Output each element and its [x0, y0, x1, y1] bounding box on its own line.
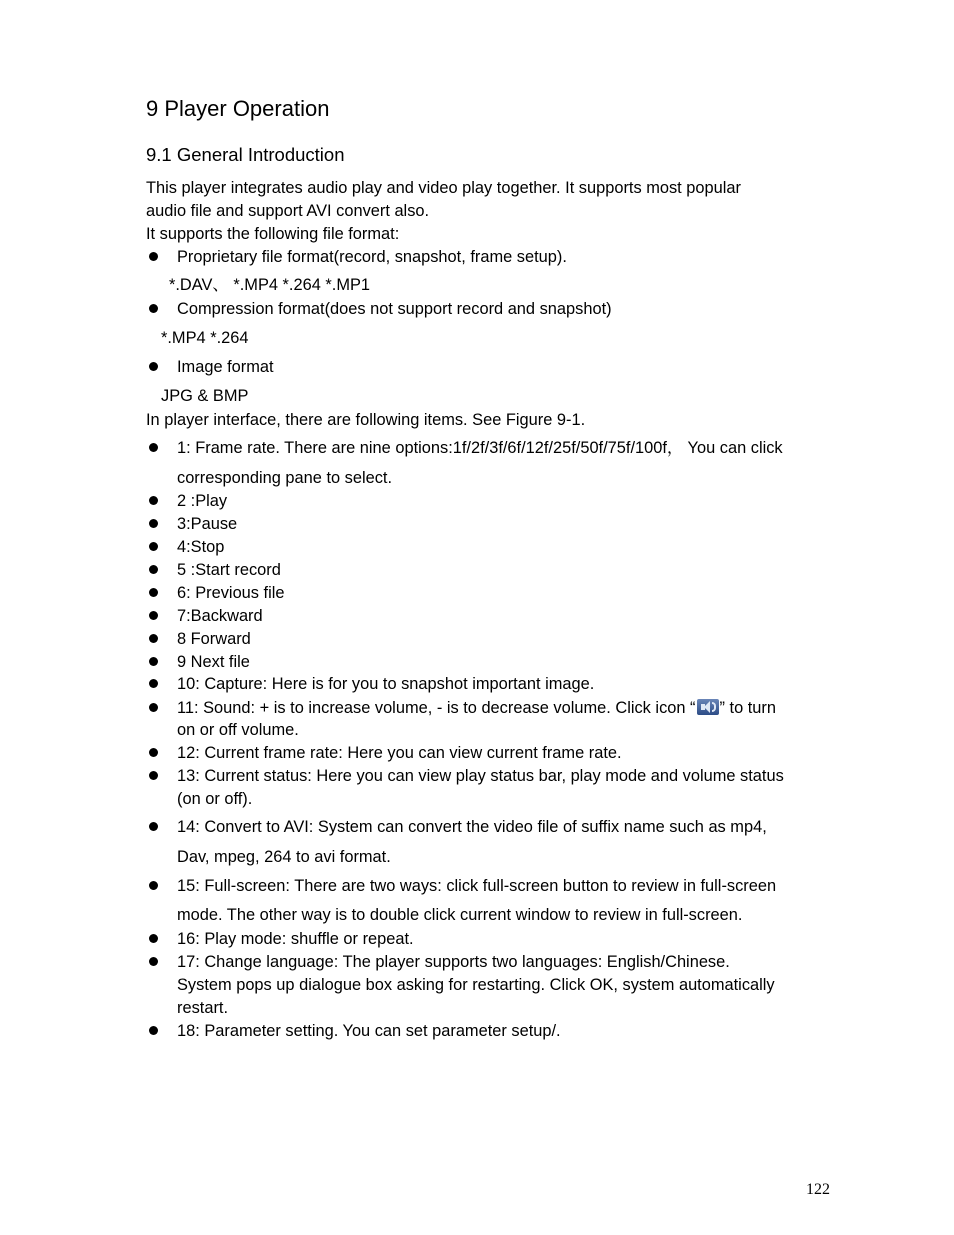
- bullet: [149, 703, 158, 712]
- chapter-heading: 9 Player Operation: [146, 96, 330, 121]
- page-number: 122: [806, 1181, 830, 1198]
- item-12: 12: Current frame rate: Here you can view current frame rate.: [177, 744, 622, 762]
- bullet: [149, 679, 158, 688]
- bullet: [149, 252, 158, 261]
- item-11-text-pre: 11: Sound: + is to increase volume, - is to decrease volume. Click icon “: [177, 699, 696, 717]
- item-11-line-1: [177, 698, 776, 718]
- intro-line-3: It supports the following file format:: [146, 225, 400, 243]
- item-4: 4:Stop: [177, 538, 225, 556]
- section-heading: 9.1 General Introduction: [146, 144, 345, 165]
- bullet: [149, 519, 158, 528]
- item-11-text-post: ” to turn: [719, 699, 776, 717]
- bullet: [149, 443, 158, 452]
- bullet: [149, 565, 158, 574]
- bullet: [149, 634, 158, 643]
- item-8: 8 Forward: [177, 630, 251, 648]
- format-image-label: Image format: [177, 358, 274, 376]
- bullet: [149, 822, 158, 831]
- bullet: [149, 611, 158, 620]
- bullet: [149, 588, 158, 597]
- item-18: 18: Parameter setting. You can set parameter setup/.: [177, 1022, 561, 1040]
- items-intro: In player interface, there are following items. See Figure 9-1.: [146, 411, 586, 429]
- format-compression-label: Compression format(does not support record and snapshot): [177, 300, 612, 318]
- item-10: 10: Capture: Here is for you to snapshot important image.: [177, 675, 595, 693]
- bullet: [149, 1026, 158, 1035]
- volume-icon: [697, 699, 719, 715]
- bullet: [149, 748, 158, 757]
- item-17-line-2: System pops up dialogue box asking for restarting. Click OK, system automatically: [177, 976, 775, 994]
- bullet: [149, 957, 158, 966]
- item-7: 7:Backward: [177, 607, 263, 625]
- item-1-line-1: 1: Frame rate. There are nine options:1f/2f/3f/6f/12f/25f/50f/75f/100f， You can click: [177, 439, 783, 457]
- item-17-line-3: restart.: [177, 999, 229, 1017]
- item-14-line-1: 14: Convert to AVI: System can convert the video file of suffix name such as mp4,: [177, 818, 767, 836]
- bullet: [149, 881, 158, 890]
- item-15-line-1: 15: Full-screen: There are two ways: click full-screen button to review in full-screen: [177, 877, 777, 895]
- item-17-line-1: 17: Change language: The player supports two languages: English/Chinese.: [177, 953, 730, 971]
- format-proprietary-ext: *.DAV、 *.MP4 *.264 *.MP1: [169, 276, 371, 294]
- item-11-line-2: on or off volume.: [177, 721, 299, 739]
- item-9: 9 Next file: [177, 653, 250, 671]
- item-16: 16: Play mode: shuffle or repeat.: [177, 930, 414, 948]
- item-13-line-2: (on or off).: [177, 790, 253, 808]
- bullet: [149, 657, 158, 666]
- bullet: [149, 771, 158, 780]
- item-13-line-1: 13: Current status: Here you can view play status bar, play mode and volume status: [177, 767, 784, 785]
- item-14-line-2: Dav, mpeg, 264 to avi format.: [177, 848, 391, 866]
- bullet: [149, 362, 158, 371]
- format-proprietary-label: Proprietary file format(record, snapshot, frame setup).: [177, 248, 567, 266]
- item-2: 2 :Play: [177, 492, 228, 510]
- bullet: [149, 496, 158, 505]
- bullet: [149, 304, 158, 313]
- format-image-ext: JPG & BMP: [161, 387, 249, 405]
- item-3: 3:Pause: [177, 515, 238, 533]
- format-compression-ext: *.MP4 *.264: [161, 329, 249, 347]
- item-1-line-2: corresponding pane to select.: [177, 469, 393, 487]
- item-5: 5 :Start record: [177, 561, 281, 579]
- bullet: [149, 542, 158, 551]
- item-6: 6: Previous file: [177, 584, 285, 602]
- intro-line-2: audio file and support AVI convert also.: [146, 202, 430, 220]
- bullet: [149, 934, 158, 943]
- intro-line-1: This player integrates audio play and video play together. It supports most popular: [146, 179, 741, 197]
- item-15-line-2: mode. The other way is to double click current window to review in full-screen.: [177, 906, 743, 924]
